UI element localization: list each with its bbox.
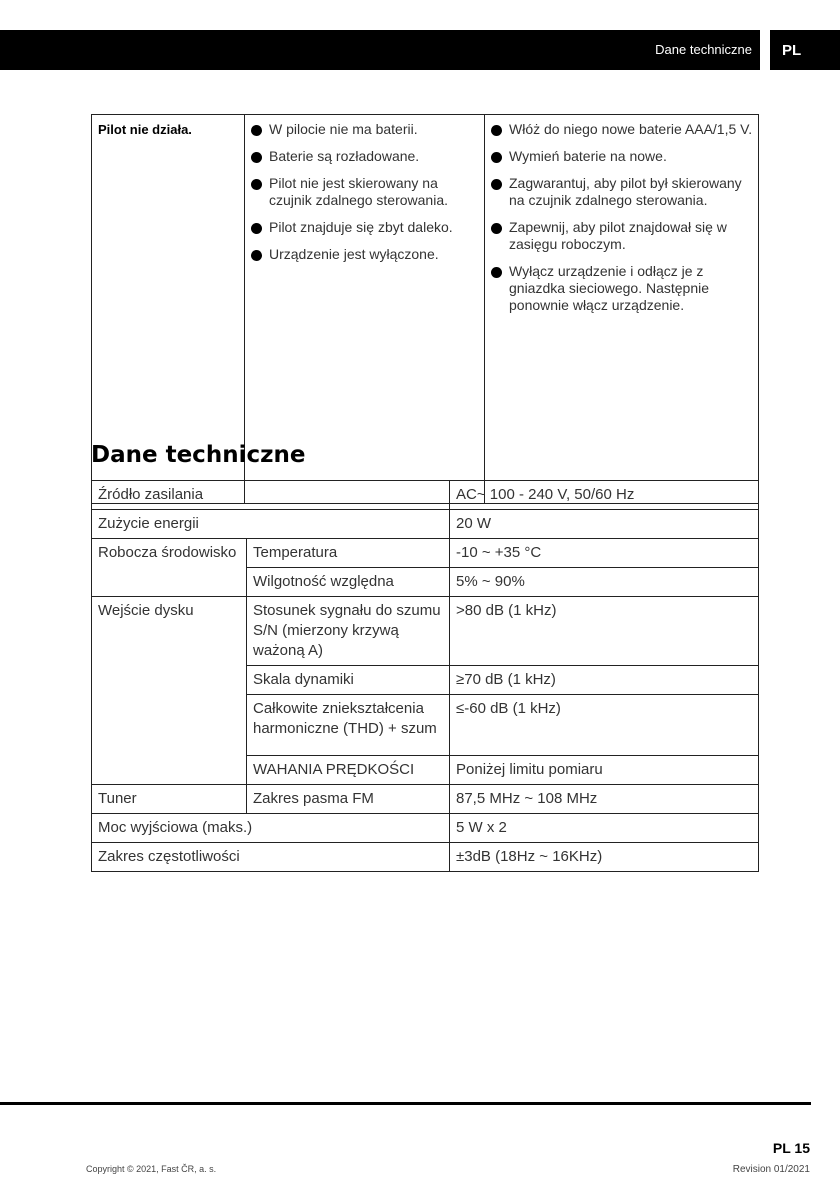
footer-divider — [0, 1102, 811, 1105]
page-number: PL 15 — [772, 1140, 810, 1156]
cause-item: Pilot znajduje się zbyt daleko. — [251, 219, 480, 236]
spec-value: ≥70 dB (1 kHz) — [450, 666, 759, 695]
table-row — [92, 539, 759, 568]
spec-label: Temperatura — [247, 539, 450, 568]
table-row — [92, 785, 759, 814]
bullet-icon — [491, 125, 502, 136]
table-row — [92, 510, 759, 539]
solutions-cell — [485, 115, 759, 504]
solution-item: Wyłącz urządzenie i odłącz je z gniazdka sieciowego. Następnie ponownie włącz urządzenie. — [491, 263, 754, 314]
spec-label: Zakres pasma FM — [247, 785, 450, 814]
table-row — [92, 597, 759, 666]
solution-item: Zagwarantuj, aby pilot był skierowany na czujnik zdalnego sterowania. — [491, 175, 754, 209]
specs-heading: Dane techniczne — [91, 442, 306, 468]
spec-value: 20 W — [450, 510, 759, 539]
header-bar — [0, 30, 760, 70]
spec-label: Całkowite zniekształcenia harmoniczne (THD) + szum — [247, 695, 450, 756]
bullet-icon — [251, 223, 262, 234]
bullet-icon — [251, 179, 262, 190]
bullet-icon — [491, 152, 502, 163]
problem-cell: Pilot nie działa. — [92, 115, 245, 504]
spec-group-label: Tuner — [92, 785, 247, 814]
bullet-icon — [491, 223, 502, 234]
bullet-icon — [251, 125, 262, 136]
revision-text: Revision 01/2021 — [732, 1164, 810, 1175]
solution-item: Zapewnij, aby pilot znajdował się w zasięgu roboczym. — [491, 219, 754, 253]
spec-group-label: Wejście dysku — [92, 597, 247, 785]
cause-item: Pilot nie jest skierowany na czujnik zdalnego sterowania. — [251, 175, 480, 209]
spec-label: Zużycie energii — [92, 510, 450, 539]
spec-value: ±3dB (18Hz ~ 16KHz) — [450, 843, 759, 872]
bullet-icon — [251, 250, 262, 261]
spec-value: 5 W x 2 — [450, 814, 759, 843]
spec-value: AC~ 100 - 240 V, 50/60 Hz — [450, 481, 759, 510]
table-row — [92, 814, 759, 843]
language-badge: PL — [770, 30, 840, 70]
solution-item: Wymień baterie na nowe. — [491, 148, 754, 165]
spec-label: Moc wyjściowa (maks.) — [92, 814, 450, 843]
header-title: Dane techniczne — [655, 42, 752, 57]
spec-group-label: Robocza środowisko — [92, 539, 247, 597]
spec-value: -10 ~ +35 °C — [450, 539, 759, 568]
spec-label: Źródło zasilania — [92, 481, 450, 510]
specs-table — [91, 480, 759, 872]
spec-value: 87,5 MHz ~ 108 MHz — [450, 785, 759, 814]
spec-value: Poniżej limitu pomiaru — [450, 756, 759, 785]
cause-item: Baterie są rozładowane. — [251, 148, 480, 165]
spec-value: 5% ~ 90% — [450, 568, 759, 597]
copyright-text: Copyright © 2021, Fast ČR, a. s. — [86, 1164, 217, 1174]
spec-value: >80 dB (1 kHz) — [450, 597, 759, 666]
spec-label: Skala dynamiki — [247, 666, 450, 695]
table-row — [92, 843, 759, 872]
spec-value: ≤-60 dB (1 kHz) — [450, 695, 759, 756]
bullet-icon — [491, 179, 502, 190]
solution-item: Włóż do niego nowe baterie AAA/1,5 V. — [491, 121, 754, 138]
cause-item: Urządzenie jest wyłączone. — [251, 246, 480, 263]
spec-label: Stosunek sygnału do szumu S/N (mierzony krzywą ważoną A) — [247, 597, 450, 666]
spec-label: Zakres częstotliwości — [92, 843, 450, 872]
cause-item: W pilocie nie ma baterii. — [251, 121, 480, 138]
table-row — [92, 481, 759, 510]
spec-label: Wilgotność względna — [247, 568, 450, 597]
bullet-icon — [251, 152, 262, 163]
bullet-icon — [491, 267, 502, 278]
spec-label: WAHANIA PRĘDKOŚCI — [247, 756, 450, 785]
